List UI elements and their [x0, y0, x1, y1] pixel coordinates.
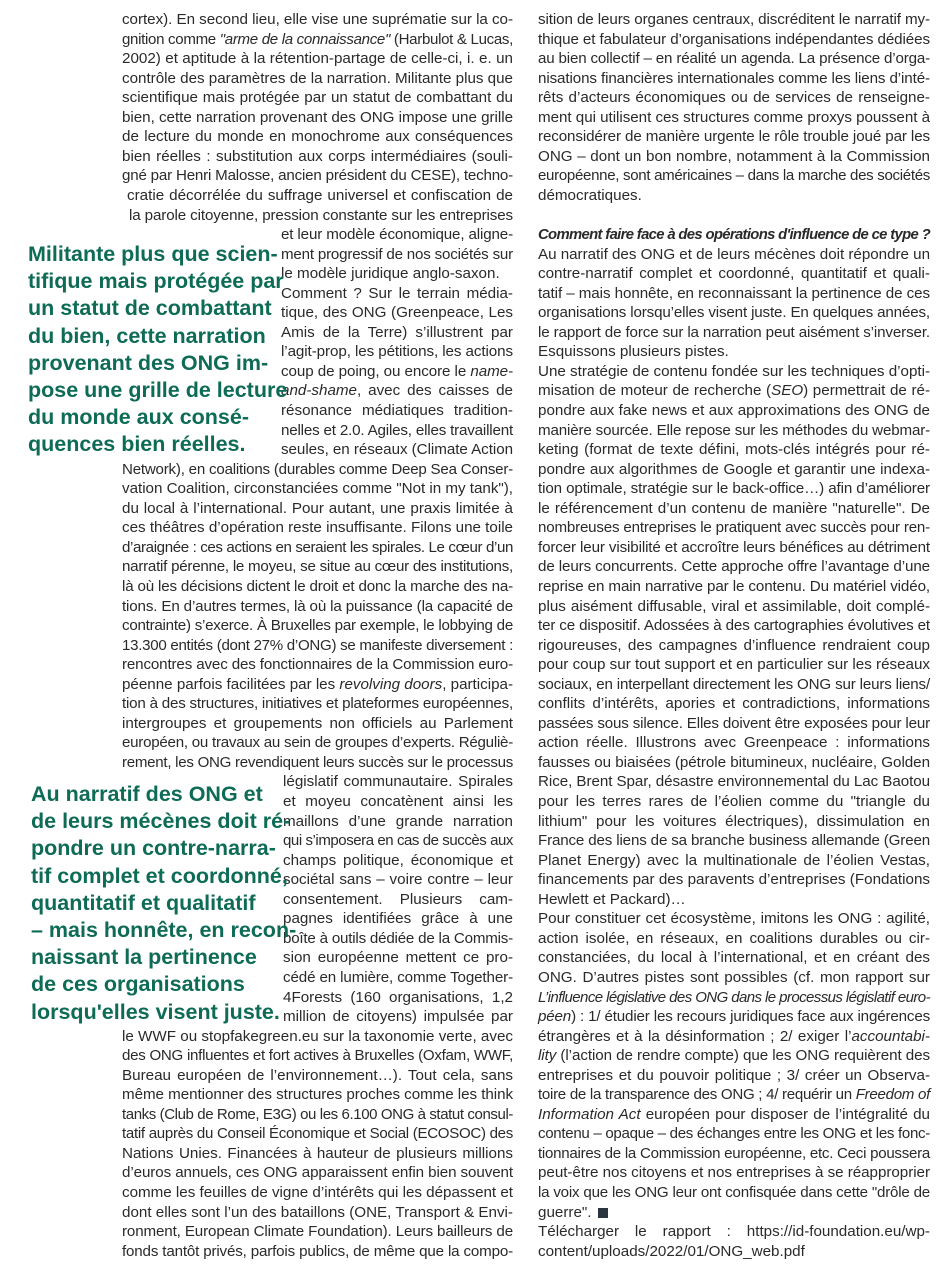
text-line: [538, 1027, 930, 1047]
text-run: maillons d’une grande narration: [283, 812, 513, 830]
text-line: [538, 186, 930, 206]
text-line: [538, 108, 930, 128]
text-run: ment qui utilisent ces structures comme proxys poussent à: [538, 108, 930, 126]
text-run: guerre".: [538, 1203, 592, 1221]
text-run: plus aisément diffusable, viral et assimilable, doit complé-: [538, 597, 930, 615]
text-line: [122, 499, 513, 519]
text-line: [538, 518, 928, 538]
text-run: législatif communautaire. Spirales: [283, 773, 513, 791]
text-run: 4Forests (160 organisations, 1,2: [283, 988, 513, 1006]
text-line: [538, 929, 930, 949]
text-line: [538, 381, 930, 401]
text-line: [122, 694, 512, 714]
text-run: rigoureuses, des campagnes d’influence rendraient coup: [538, 636, 930, 654]
text-line: [538, 714, 929, 734]
text-line: [122, 108, 513, 128]
text-line: [538, 675, 929, 695]
pull-quote-line: tifique mais protégée par: [28, 269, 284, 294]
text-run: peut-être nos citoyens et nos entreprises à se réapproprier: [538, 1164, 930, 1182]
text-line: [283, 968, 512, 988]
italic-text-run: name-: [470, 362, 513, 380]
text-run: , avec des caisses de: [356, 382, 513, 400]
text-line: [538, 30, 929, 50]
text-line: [122, 1066, 513, 1086]
text-run: champs politique, économique et: [283, 851, 513, 869]
text-line: [538, 733, 930, 753]
text-run: le modèle juridique anglo-saxon.: [281, 265, 500, 283]
text-line: [538, 851, 930, 871]
text-line: [281, 421, 513, 441]
text-line: [538, 1007, 929, 1027]
text-run: pagnes identifiées grâce à une: [283, 910, 513, 928]
text-line: [283, 812, 513, 832]
text-line: [538, 538, 930, 558]
text-run: bien réelles : substitution aux corps intermédiaires (souli-: [122, 147, 513, 165]
text-line: [538, 636, 930, 656]
text-line: [538, 655, 930, 675]
text-line: [538, 812, 930, 832]
text-line: [281, 264, 513, 284]
text-line: [538, 421, 928, 441]
text-run: la voix que les ONG leur ont confisquée dans cette "drôle de: [538, 1184, 930, 1201]
text-run: le référencement d’un contenu de manière "naturelle". De: [538, 499, 930, 517]
text-run: action isolée, en réseaux, en coalitions durables ou cir-: [538, 929, 930, 947]
text-line: [283, 831, 513, 851]
text-run: , participa-: [442, 675, 513, 693]
text-run: pour les terres rares de l’éolien comme du "triangle du: [538, 793, 930, 810]
text-line: [283, 1007, 513, 1027]
text-run: Amis de la Terre) s’illustrent par: [281, 323, 513, 341]
text-run: des ONG influentes et fort actives à Bruxelles (Oxfam, WWF,: [122, 1047, 513, 1065]
text-run: Planet Energy) avec la multinationale de l’éolien Vestas,: [538, 851, 930, 869]
text-run: ONG. D’autres pistes sont possibles (cf. mon rapport sur: [538, 968, 930, 986]
text-run: cratie décorrélée du suffrage universel et confiscation de: [127, 186, 513, 204]
text-line: [122, 538, 511, 558]
text-run: nisations financières internationales comme les liens d’inté-: [538, 69, 930, 87]
text-run: France des liens de sa branche business allemande (Green: [538, 832, 930, 850]
italic-text-run: L’influence législative des ONG dans le processus législatif euro-: [538, 988, 930, 1006]
text-line: [538, 460, 930, 480]
text-run: Comment faire face à des opérations d'influence de ce type ?: [538, 226, 930, 244]
text-run: pondre aux fake news et aux approximations des ONG de: [538, 402, 930, 419]
text-line: [538, 1085, 928, 1105]
text-line: [122, 518, 513, 538]
text-line: [538, 557, 929, 577]
pull-quote-line: pondre un contre-narra-: [31, 836, 276, 861]
text-run: seules, en réseaux (Climate Action: [281, 441, 513, 459]
text-line: [538, 694, 930, 714]
text-run: ) : 1/ étudier les recours juridiques face aux ingérences: [571, 1008, 930, 1026]
text-line: [538, 342, 930, 362]
pull-quote-line: du monde aux consé-: [28, 405, 250, 430]
text-run: Rice, Brent Spar, désastre environnemental du Lac Baotou: [538, 773, 930, 791]
text-run: le rapport de force sur la narration peut aisément s’inverser.: [538, 323, 930, 341]
text-line: [122, 1124, 513, 1144]
text-line: [281, 323, 513, 343]
text-line: [538, 890, 930, 910]
text-line: [122, 1163, 512, 1183]
end-of-article-square-icon: [598, 1208, 608, 1218]
text-line: [538, 988, 930, 1008]
text-line: [538, 968, 930, 988]
text-run: sition de leurs organes centraux, discréditent le narratif my-: [538, 11, 930, 28]
text-run: là où les décisions dictent le droit et donc la marche des na-: [122, 577, 513, 595]
italic-text-run: accountabi-: [851, 1027, 930, 1045]
text-run: action réelle. Illustrons avec Greenpeace : informations: [538, 734, 930, 752]
text-line: [283, 851, 513, 871]
text-run: misation de moteur de recherche (: [538, 382, 772, 400]
text-run: gnition comme: [122, 30, 220, 48]
text-line: [122, 30, 513, 50]
text-line: [127, 186, 513, 206]
text-run: entreprises et du pouvoir politique ; 3/ créer un Observa-: [538, 1066, 930, 1084]
text-line: [538, 616, 929, 636]
text-run: Network), en coalitions (durables comme Deep Sea Conser-: [122, 460, 513, 478]
text-line: [122, 1222, 512, 1242]
text-line: [538, 147, 930, 167]
text-line: [281, 381, 513, 401]
text-run: conflits d’intérêts, apories et contradictions, informations: [538, 695, 930, 713]
text-run: passées sous silence. Elles doivent être exposées pour leur: [538, 714, 930, 732]
text-line: [538, 88, 930, 108]
text-run: même mentionner des structures proches comme les think: [122, 1086, 513, 1104]
text-run: pour coup sur tout support et en particulier sur les réseaux: [538, 656, 930, 674]
text-run: reprise en main narrative par le contenu. Du matériel vidéo,: [538, 577, 930, 595]
text-run: contre-narratif complet et coordonné, quantitatif et quali-: [538, 265, 930, 283]
text-run: rement, les ONG revendiquent leurs succès sur le processus: [122, 753, 513, 771]
text-line: [129, 206, 512, 226]
text-line: [538, 870, 930, 890]
text-line: [281, 401, 513, 421]
text-run: du local à l’international. Pour autant, une praxis limitée à: [122, 499, 513, 517]
pull-quote-line: du bien, cette narration: [28, 323, 266, 348]
text-run: ter ce dispositif. Adossées à des cartographies évolutives et: [538, 617, 930, 635]
text-run: fausses ou biaisées (pétrole bitumineux, nucléaire, Golden: [538, 753, 930, 771]
text-line: [538, 1203, 930, 1223]
text-line: [538, 166, 930, 186]
text-run: dont elles sont l’un des bataillons (ONE, Transport & Envi-: [122, 1203, 513, 1221]
pull-quote-line: provenant des ONG im-: [28, 350, 269, 375]
text-line: [538, 303, 929, 323]
text-line: [122, 49, 513, 69]
text-line: [122, 127, 513, 147]
text-run: boîte à outils dédiée de la Commis-: [283, 929, 513, 947]
text-line: [538, 597, 930, 617]
text-run: tanks (Club de Rome, E3G) ou les 6.100 ONG à statut consul-: [122, 1105, 513, 1123]
pull-quote-line: Militante plus que scien-: [28, 242, 278, 266]
italic-text-run: revolving doors: [339, 675, 443, 693]
text-run: financements par des paravents d’entreprises (Fondations: [538, 871, 930, 889]
text-line: [538, 49, 929, 69]
pull-quote: [31, 781, 296, 1026]
text-line: [122, 147, 513, 167]
pull-quote-line: lorsqu'elles visent juste.: [31, 999, 280, 1024]
text-line: [122, 577, 512, 597]
text-run: cortex). En second lieu, elle vise une suprématie sur la co-: [122, 11, 513, 28]
text-run: bien, cette narration provenant des ONG impose une grille: [122, 108, 513, 126]
text-run: coup de poing, ou encore le: [281, 362, 471, 380]
pull-quote-line: quantitatif et qualitatif: [31, 890, 256, 915]
text-line: [281, 342, 513, 362]
text-run: pondre aux algorithmes de Google et garantir une indexa-: [538, 460, 930, 478]
text-run: démocratiques.: [538, 186, 642, 204]
text-line: [538, 792, 930, 812]
text-line: [538, 362, 930, 382]
text-run: 13.300 entités (dont 27% d’ONG) se manifeste diversement :: [122, 636, 513, 654]
text-run: sion européenne mettent ce pro-: [283, 949, 513, 967]
text-run: Pour constituer cet écosystème, imitons les ONG : agilité,: [538, 910, 930, 928]
text-line: [281, 245, 512, 265]
text-run: scientifique mais protégée par un statut de combattant du: [122, 89, 513, 107]
text-run: européenne, sont américaines – dans la marche des sociétés: [538, 167, 930, 185]
text-run: manière sourcée. Elle repose sur les méthodes du webmar-: [538, 421, 930, 439]
text-run: thique et fabulateur d’organisations indépendantes dédiées: [538, 30, 930, 48]
text-line: [122, 1242, 512, 1262]
italic-text-run: and-shame: [281, 382, 357, 400]
text-line: [283, 870, 513, 890]
text-run: ces théâtres d’opération reste insuffisante. Filons une toile: [122, 519, 513, 537]
italic-text-run: Freedom of: [855, 1086, 930, 1104]
text-run: Télécharger le rapport : https://id-foundation.eu/wp-: [538, 1223, 930, 1241]
text-line: [538, 1242, 930, 1262]
text-line: [122, 1085, 512, 1105]
text-run: tatif – mais honnête, en reconnaissant la pertinence de ces: [538, 284, 930, 302]
pull-quote-line: de ces organisations: [31, 972, 245, 997]
text-line: [538, 323, 929, 343]
text-line: [122, 714, 513, 734]
text-run: d’araignée : ces actions en seraient les spirales. Le cœur d’un: [122, 538, 513, 556]
text-line: [283, 890, 513, 910]
pull-quote-line: Au narratif des ONG et: [31, 782, 263, 806]
pull-quote-line: – mais honnête, en recon-: [31, 917, 297, 942]
text-line: [122, 597, 512, 617]
text-line: [122, 733, 511, 753]
text-run: consentement. Plusieurs cam-: [283, 890, 513, 908]
text-line: [122, 655, 512, 675]
text-line: [538, 264, 930, 284]
text-run: (Harbulot & Lucas,: [390, 30, 513, 48]
text-line: [122, 166, 511, 186]
italic-text-run: "arme de la connaissance": [219, 30, 391, 48]
text-line: [122, 616, 511, 636]
italic-text-run: péen: [538, 1008, 572, 1026]
text-run: tion à des structures, initiatives et plateformes européennes,: [122, 695, 513, 713]
text-run: nombreuses entreprises le pratiquent avec succès pour ren-: [538, 519, 930, 537]
pull-quote: [28, 241, 287, 459]
text-line: [281, 440, 513, 460]
pull-quote-line: un statut de combattant: [28, 296, 272, 321]
text-line: [283, 929, 512, 949]
text-line: [538, 753, 930, 773]
text-line: [538, 1222, 930, 1242]
text-run: contrainte) s’exerce. À Bruxelles par exemple, le lobbying de: [122, 617, 513, 635]
text-run: ) permettrait de ré-: [803, 382, 931, 400]
pull-quote-line: tif complet et coordonné,: [31, 863, 288, 888]
text-line: [538, 127, 929, 147]
text-line: [538, 401, 930, 421]
pull-quote-line: quences bien réelles.: [28, 432, 246, 457]
text-line: [283, 988, 513, 1008]
text-line: [122, 1027, 513, 1047]
text-run: nelles et 2.0. Agiles, elles travaillent: [281, 421, 513, 439]
text-run: rencontres avec des fonctionnaires de la Commission euro-: [122, 656, 513, 674]
text-run: européen pour disposer de l’intégralité du: [640, 1105, 930, 1123]
text-run: Hewlett et Packard)…: [538, 890, 686, 908]
text-line: [122, 69, 513, 89]
text-line: [283, 792, 513, 812]
text-run: ONG – dont un bon nombre, notamment à la Commission: [538, 147, 930, 165]
text-run: la parole citoyenne, pression constante sur les entreprises: [129, 206, 513, 224]
text-run: sociaux, en interpellant directement les ONG sur leurs liens/: [538, 675, 930, 693]
text-line: [538, 10, 930, 30]
text-run: fonds tantôt privés, parfois publics, de même que la compo-: [122, 1242, 513, 1260]
text-line: [538, 1066, 930, 1086]
section-heading: [538, 225, 930, 245]
text-line: [538, 499, 930, 519]
text-run: keting (format de texte défini, mots-clés intégrés pour ré-: [538, 441, 930, 459]
pull-quote-line: naissant la pertinence: [31, 945, 257, 970]
text-line: [281, 303, 513, 323]
text-line: [538, 1163, 930, 1183]
text-run: intergroupes et groupements non officiels au Parlement: [122, 714, 513, 732]
text-line: [122, 675, 513, 695]
text-run: ment progressif de nos sociétés sur: [281, 245, 513, 263]
text-run: Au narratif des ONG et de leurs mécènes doit répondre un: [538, 245, 930, 263]
text-line: [122, 10, 513, 30]
text-line: [122, 1144, 513, 1164]
text-line: [538, 577, 929, 597]
text-run: rêts d’acteurs économiques ou de services de renseigne-: [538, 89, 930, 107]
text-run: vation Coalition, circonstanciées comme "Not in my tank"),: [122, 480, 513, 498]
text-line: [122, 1183, 513, 1203]
text-line: [122, 753, 513, 773]
text-line: [538, 1124, 930, 1144]
text-run: (l’action de rendre compte) que les ONG requièrent des: [556, 1047, 930, 1065]
text-line: [122, 557, 512, 577]
text-line: [283, 772, 513, 792]
text-run: ronment, European Climate Foundation). Leurs bailleurs de: [122, 1223, 513, 1241]
text-run: comme les feuilles de vigne d’intérêts qui les dépassent et: [122, 1184, 513, 1201]
text-run: Nations Unies. Financées à hauteur de plusieurs millions: [122, 1144, 513, 1162]
text-line: [283, 909, 513, 929]
text-run: million de citoyens) impulsée par: [283, 1008, 513, 1026]
text-run: de leurs concurrents. Cette approche offre l’avantage d’une: [538, 558, 930, 576]
text-line: [538, 206, 930, 226]
text-run: content/uploads/2022/01/ONG_web.pdf: [538, 1242, 805, 1260]
text-line: [538, 1105, 930, 1125]
italic-text-run: lity: [538, 1047, 557, 1065]
text-line: [122, 636, 513, 656]
italic-text-run: SEO: [771, 382, 804, 400]
text-run: d’euros annuels, ces ONG apparaissent enfin bien souvent: [122, 1164, 513, 1182]
text-run: Une stratégie de contenu fondée sur les techniques d’opti-: [538, 362, 930, 380]
text-line: [122, 1203, 513, 1223]
text-run: gné par Henri Malosse, ancien président du CESE), techno-: [122, 167, 513, 185]
text-run: 2002) et aptitude à la rétention-partage de celle-ci, i. e. un: [122, 50, 513, 68]
text-line: [538, 831, 928, 851]
text-run: étrangères et à la désinformation ; 2/ exiger l’: [538, 1027, 852, 1045]
text-line: [538, 772, 929, 792]
text-run: et moyeu concatènent ainsi les: [283, 793, 513, 810]
pull-quote-line: de leurs mécènes doit ré-: [31, 809, 291, 834]
text-line: [538, 909, 930, 929]
text-line: [283, 948, 513, 968]
text-run: résonance médiatiques tradition-: [281, 402, 513, 419]
text-run: de lecture du monde en monochrome aux conséquences: [122, 128, 513, 146]
text-run: et leur modèle économique, aligne-: [281, 226, 513, 244]
text-run: qui s’imposera en cas de succès aux: [283, 832, 513, 850]
text-line: [538, 1046, 929, 1066]
text-run: cédé en lumière, comme Together-: [283, 968, 513, 986]
text-run: européen, ou travaux au sein de groupes d’experts. Réguliè-: [122, 734, 513, 752]
text-run: le WWF ou stopfakegreen.eu sur la taxonomie verte, avec: [122, 1027, 513, 1045]
text-run: Comment ? Sur le terrain média-: [281, 284, 513, 302]
text-run: tique, des ONG (Greenpeace, Les: [281, 304, 513, 322]
text-line: [281, 284, 513, 304]
text-line: [538, 245, 930, 265]
text-line: [538, 1144, 930, 1164]
italic-text-run: Information Act: [538, 1105, 641, 1123]
text-run: forcer leur visibilité et accroître leurs bénéfices au détriment: [538, 538, 930, 556]
text-run: tatif auprès du Conseil Économique et Social (ECOSOC) des: [122, 1125, 513, 1143]
text-line: [122, 479, 513, 499]
text-run: tion optimale, stratégie sur le back-office…) afin d’améliorer: [538, 480, 930, 498]
text-run: organisations lorsqu’elles visent juste. En quelques années,: [538, 304, 930, 322]
text-run: péenne parfois facilitées par les: [122, 675, 340, 693]
text-line: [538, 69, 929, 89]
text-line: [538, 440, 930, 460]
text-line: [538, 284, 929, 304]
text-run: constanciées, du local à l’international, et en créant des: [538, 949, 930, 967]
text-run: narratif pérenne, le moyeu, se situe au cœur des institutions,: [122, 558, 513, 576]
text-run: Esquissons plusieurs pistes.: [538, 343, 729, 361]
text-run: au bien collectif – en réalité un agenda. La présence d’orga-: [538, 50, 930, 68]
text-line: [281, 362, 513, 382]
text-line: [538, 1183, 928, 1203]
text-line: [122, 1105, 513, 1125]
text-run: lithium" pour les voitures électriques), dissimulation en: [538, 812, 930, 830]
text-line: [122, 460, 511, 480]
text-run: tionnaires de la Commission européenne, etc. Ceci poussera: [538, 1144, 930, 1162]
text-run: contenu – opaque – des échanges entre les ONG et les fonc-: [538, 1125, 930, 1143]
text-line: [538, 479, 929, 499]
text-run: tions. En d’autres termes, là où la puissance (la capacité de: [122, 597, 513, 615]
text-run: sociétal sans – voire contre – leur: [283, 871, 513, 889]
pull-quote-line: pose une grille de lecture: [28, 377, 288, 402]
text-line: [538, 948, 930, 968]
text-run: contrôle des paramètres de la narration. Militante plus que: [122, 69, 513, 87]
text-run: toire de la transparence des ONG ; 4/ requérir un: [538, 1086, 856, 1104]
text-line: [281, 225, 512, 245]
text-line: [122, 88, 513, 108]
text-run: l’agit-prop, les pétitions, les actions: [281, 343, 513, 361]
text-run: reconsidérer de manière urgente le rôle trouble joué par les: [538, 128, 930, 146]
text-run: Bureau européen de l’environnement…). Tout cela, sans: [122, 1066, 513, 1084]
text-line: [122, 1046, 511, 1066]
